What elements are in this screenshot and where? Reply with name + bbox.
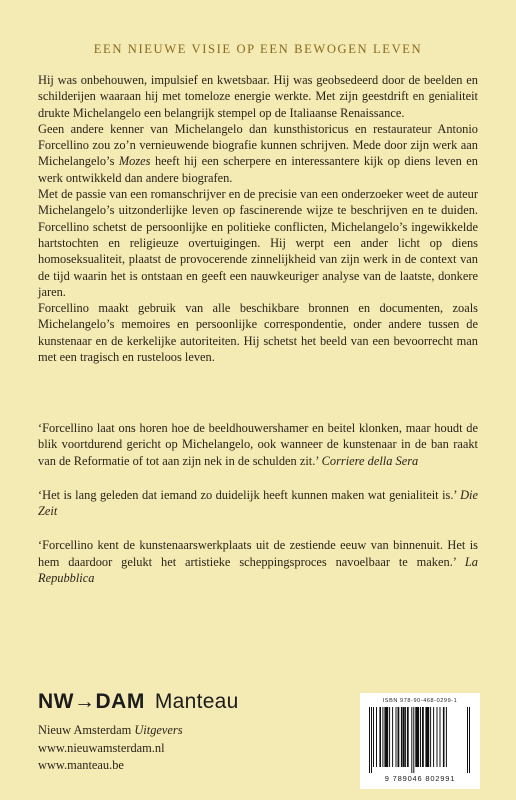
blurb-paragraph-3: Met de passie van een romanschrijver en de precisie van een onderzoeker weet de auteur Michelangelo’s uitzonderlijke leven op fascinerende wijze te beschrijven en te duiden. Forcellino schetst de persoonlijke en politieke conflicten, Michelangelo’s ingewikkelde hartstochten en religieuze overtuigingen. Hij werpt een ander licht op diens homoseksualiteit, plaatst de provocerende zinnelijkheid van zijn werk in de context van de tijd waarin het is ontstaan en geeft een nauwkeuriger analyse van de laatste, donkere jaren.: [38, 187, 478, 299]
blurb-paragraph-2: [38, 121, 478, 186]
headline: EEN NIEUWE VISIE OP EEN BEWOGEN LEVEN: [93, 42, 423, 56]
barcode-bars: [368, 707, 472, 773]
ean-digits: 9 789046 802991: [384, 774, 456, 783]
publisher-logo: [38, 690, 239, 714]
publisher-name: [38, 722, 183, 740]
isbn-barcode: [360, 693, 480, 789]
isbn-text: ISBN 978-90-468-0299-1: [382, 698, 458, 704]
blurb-paragraph-2-start: Geen andere kenner van Michelangelo dan kunsthistoricus en restaurateur Antonio Forcellino zou zo’n vernieuwende biografie kunnen schrijven. Mede door zijn werk aan Michelangelo’s: [38, 121, 478, 169]
quote-source: Corriere della Sera: [321, 453, 419, 468]
quote-text: ‘Forcellino laat ons horen hoe de beeldhouwershamer en beitel klonken, maar houdt de blik voortdurend gericht op Michelangelo, ook wanneer de kunstenaar in de ban raakt van de Reformatie of tot aan zijn nek in de schulden zit.’: [38, 421, 478, 468]
quote-source: Die Zeit: [38, 487, 478, 519]
nwadam-logo: NW→DAM: [38, 690, 145, 713]
publisher-url-nieuwamsterdam: www.nieuwamsterdam.nl: [38, 740, 165, 755]
review-quote: [38, 420, 478, 469]
quote-text: ‘Het is lang geleden dat iemand zo duidelijk heeft kunnen maken wat genialiteit is.’: [38, 487, 457, 502]
review-quote: [38, 537, 478, 586]
blurb-paragraph-2-end: heeft hij een scherpere en interessantere kijk op diens leven en werk ontwikkeld dan andere biografen.: [38, 154, 478, 185]
blurb: [38, 72, 478, 365]
blurb-paragraph-4: Forcellino maakt gebruik van alle beschikbare bronnen en documenten, zoals Michelangelo’s memoires en persoonlijke correspondentie, onder andere tussen de kunstenaar en de kerkelijke autoriteiten. Hij schetst het beeld van een bevoorrecht man met een tragisch en rusteloos leven.: [38, 301, 478, 365]
quote-text: ‘Forcellino kent de kunstenaarswerkplaats uit de zestiende eeuw van binnenuit. Het is hem daardoor gelukt het artistieke scheppingsproces navoelbaar te maken.’: [38, 538, 478, 569]
review-quotes: [38, 420, 478, 604]
publisher-url-manteau: www.manteau.be: [38, 758, 124, 772]
review-quote: [38, 487, 478, 520]
publisher-name-plain: Nieuw Amsterdam: [38, 723, 135, 737]
manteau-logo: Manteau: [154, 690, 239, 713]
blurb-paragraph-1: Hij was onbehouwen, impulsief en kwetsbaar. Hij was geobsedeerd door de beelden en schilderijen waaraan hij met tomeloze energie werkte. Met zijn geestdrift en genialiteit drukte Michelangelo een belangrijk stempel op de Italiaanse Renaissance.: [38, 73, 478, 120]
publisher-info: [38, 722, 183, 775]
quote-source: La Repubblica: [38, 554, 478, 586]
title-mozes: Mozes: [118, 154, 151, 169]
publisher-name-italic: Uitgevers: [134, 723, 183, 737]
